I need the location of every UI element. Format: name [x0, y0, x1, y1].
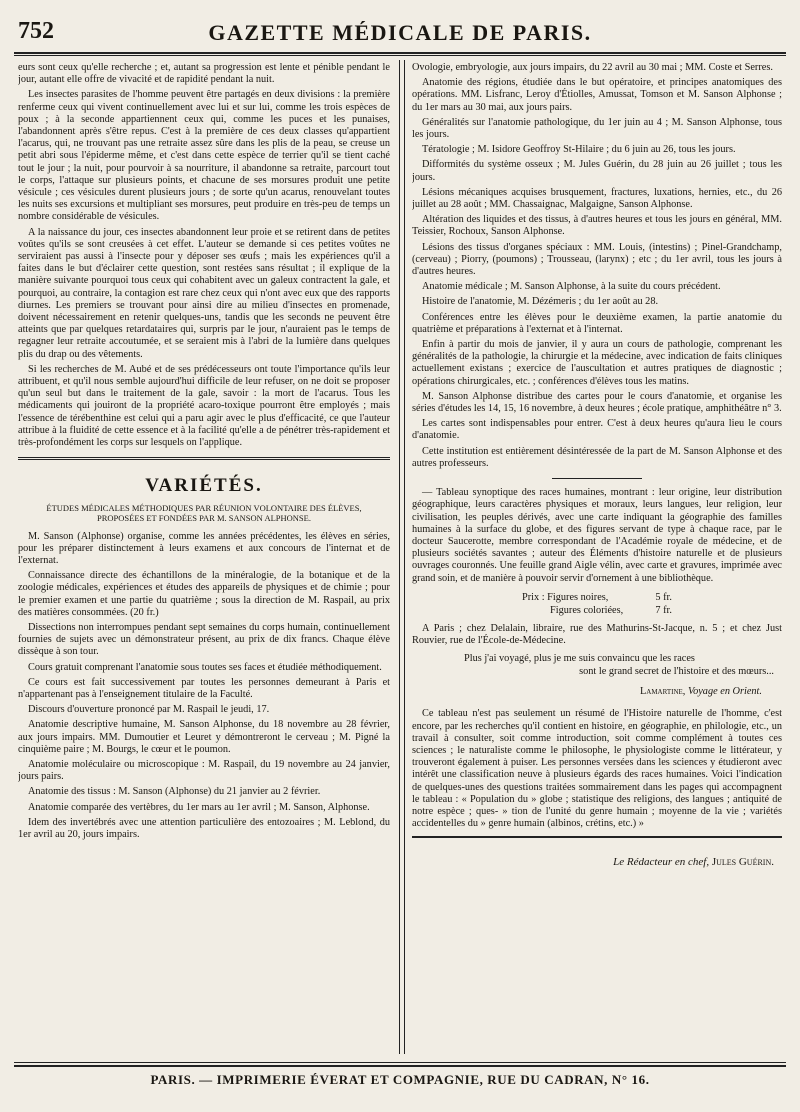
varietes-paragraph: Anatomie des tissus : M. Sanson (Alphonse) du 21 janvier au 2 février. — [28, 786, 321, 798]
course-paragraph: Tératologie ; M. Isidore Geoffroy St-Hilaire ; du 6 juin au 26, tous les jours. — [422, 144, 736, 156]
quote-line: Plus j'ai voyagé, plus je me suis convaincu que les races — [464, 653, 695, 665]
epigraph-quote — [442, 653, 774, 678]
price-value: 5 fr. — [655, 591, 672, 603]
page-header — [14, 18, 786, 48]
varietes-heading: VARIÉTÉS. — [145, 475, 263, 497]
course-paragraph: Lésions mécaniques acquises brusquement, fractures, luxations, hernies, etc., du 26 juillet au 28 août ; MM. Chassaignac, Malgaigne, Sanson Alphonse. — [412, 186, 782, 211]
quote-author: Lamartine, — [639, 686, 686, 698]
signature-role: Le Rédacteur en chef, — [613, 856, 710, 869]
varietes-paragraph: Anatomie comparée des vertèbres, du 1er mars au 1er avril ; M. Sanson, Alphonse. — [28, 801, 370, 813]
header-rule — [14, 52, 786, 54]
section-divider — [412, 836, 782, 838]
price-label: Prix : Figures noires, — [522, 591, 609, 603]
course-paragraph: Histoire de l'anatomie, M. Dézémeris ; du 1er août au 28. — [422, 296, 659, 308]
closing-paragraph: Ce tableau n'est pas seulement un résumé de l'Histoire naturelle de l'homme, c'est encore, par les recherches qu'il contient en histoire, en géographie, en philologie, etc., un travail à consulter, soit comme introduction, soit comme complément à toutes ces sciences ; le naturaliste comme le philosophe, le physiologiste comme le littérateur, y trouveront également à puiser. Les personnes versées dans les sciences y étudieront avec intérêt une classification neuve à plusieurs égards des races humaines. Voici l'indication de quelques-unes des questions traitées sommairement dans les pages qui accompagnent le tableau : « Population du » globe ; statistique des religions, des langues ; antiquité de notre espèce ; ques- » tion de l'unité du genre humain ; moyenne de la vie ; variétés accidentelles du » genre humain (albinos, crétins, etc.) » — [412, 708, 782, 830]
quote-line: sont le grand secret de l'histoire et des mœurs... — [579, 665, 774, 677]
footer-imprint: PARIS. — IMPRIMERIE ÉVERAT ET COMPAGNIE, RUE DU CADRAN, N° 16. — [150, 1072, 650, 1087]
varietes-paragraph: Dissections non interrompues pendant sept semaines du corps humain, continuellement fournies de sujets avec un démonstrateur présent, au prix de dix francs. Chaque élève dissèque à son tour. — [18, 621, 390, 658]
left-column — [18, 62, 390, 1057]
course-paragraph: Conférences entre les élèves pour le deuxième examen, la partie anatomie du quatrième et préparations à l'externat et à l'internat. — [412, 311, 782, 335]
course-paragraph: Altération des liquides et des tissus, à d'autres heures et tous les jours en général, MM. Teissier, Rochoux, Sanson Alphonse. — [412, 214, 782, 238]
varietes-paragraph: Discours d'ouverture prononcé par M. Raspail le jeudi, 17. — [28, 704, 270, 716]
quote-work: Voyage en Orient. — [687, 686, 762, 698]
course-paragraph: Lésions des tissus d'organes spéciaux : MM. Louis, (intestins) ; Pinel-Grandchamp, (cerveau) ; Piorry, (poumons) ; Trousseau, (larynx) ; etc ; du 1er avril, tous les jours à d'autres heures. — [412, 241, 782, 278]
varietes-paragraph: Cours gratuit comprenant l'anatomie sous toutes ses faces et étudiée méthodiquement. — [28, 661, 382, 673]
signature-name: Jules Guérin. — [711, 856, 774, 869]
quote-attribution — [412, 686, 762, 698]
price-value: 7 fr. — [655, 604, 672, 616]
publisher-line: A Paris ; chez Delalain, libraire, rue des Mathurins-St-Jacque, n. 5 ; et chez Just Rouvier, rue de l'École-de-Médecine. — [412, 622, 782, 646]
masthead-title: GAZETTE MÉDICALE DE PARIS. — [208, 20, 592, 45]
section-divider — [18, 457, 390, 460]
course-paragraph: Anatomie médicale ; M. Sanson Alphonse, à la suite du cours précédent. — [422, 281, 721, 293]
varietes-paragraph: Ce cours est fait successivement par toutes les personnes demeurant à Paris et n'appartenant pas à l'enseignement titulaire de la Faculté. — [18, 676, 390, 700]
header-rule-thin — [14, 55, 786, 56]
page-number: 752 — [18, 18, 54, 44]
course-paragraph: Généralités sur l'anatomie pathologique, du 1er juin au 4 ; M. Sanson Alphonse, tous les jours. — [412, 116, 782, 141]
price-row — [522, 591, 672, 604]
column-divider — [399, 60, 405, 1054]
right-column — [412, 62, 782, 1057]
course-paragraph: Difformités du système osseux ; M. Jules Guérin, du 28 juin au 26 juillet ; tous les jours. — [412, 159, 782, 183]
editor-signature — [412, 856, 774, 868]
varietes-paragraph: Anatomie descriptive humaine, M. Sanson Alphonse, du 18 novembre au 28 février, aux jours impairs. MM. Dumoutier et Leuret y démontreront le cerveau ; M. Pigné la cinquième paire ; M. Bourgs, le cœur et le poumon. — [18, 719, 390, 755]
price-row — [522, 604, 672, 617]
course-paragraph: M. Sanson Alphonse distribue des cartes pour le cours d'anatomie, et organise les séries d'études les 14, 15, 16 novembre, à deux heures ; école pratique, amphithéâtre n° 3. — [412, 390, 782, 415]
varietes-paragraph: Connaissance directe des échantillons de la minéralogie, de la botanique et de la zoologie médicales, expériences et études des appareils de physiques et de chimie ; pour le premier examen et une partie du quatrième ; sous la direction de M. Raspail, au prix des matières consommées. (20 fr.) — [18, 570, 390, 618]
course-paragraph: Ovologie, embryologie, aux jours impairs, du 22 avril au 30 mai ; MM. Coste et Serres. — [412, 62, 773, 73]
footer-rule-thick — [14, 1065, 786, 1067]
article-paragraph: Si les recherches de M. Aubé et de ses prédécesseurs ont toute l'importance qu'ils leur attribuent, et qu'il nous semble aujourd'hui difficile de leur refuser, on ne doit se proposer qu'un seul but dans le traitement de la gale, savoir : la mort de l'acarus. Tous les médicaments qui jouiront de la propriété acaro-toxique pourront être employés ; mais l'essence de térébenthine est celui qui a paru agir avec le plus d'efficacité, ce que l'auteur attribue à la fluidité de cette essence et à la facilité qu'elle a de pénétrer très-rapidement et très-profondément les corps sur lesquels on l'applique. — [18, 363, 390, 449]
varietes-subheading: ÉTUDES MÉDICALES MÉTHODIQUES PAR RÉUNION VOLONTAIRE DES ÉLÈVES, PROPOSÉES ET FONDÉES PAR M. SANSON ALPHONSE. — [46, 502, 362, 523]
article-paragraph: A la naissance du jour, ces insectes abandonnent leur proie et se retirent dans de petites voûtes qu'ils se sont creusées à cet effet. L'auteur se demande si ces petites voûtes ne serviraient pas aussi à l'insecte pour y déposer ses œufs ; mais les expériences qu'il a faites dans le but d'éclairer cette question, sont restées sans résultat ; il explique de la manière suivante pourquoi tous ceux qui cohabitent avec un galeux contractent la gale, et pourquoi, au contraire, la contagion est rare chez ceux qui n'ont avec eux que des rapports diurnes. Les premiers se trouvant pour ainsi dire au milieu d'insectes en promenade, doivent nécessairement en retenir quelques-uns, tandis que les seconds ne peuvent être atteints que par quelques retardataires qui, surpris par le jour, n'auraient pas le temps de regagner leur retraite accoutumée, et se seraient mis à l'abri de la lumière dans quelques plis du drap ou des vêtements. — [18, 226, 390, 360]
tableau-paragraph: — Tableau synoptique des races humaines, montrant : leur origine, leur distribution géographique, leurs caractères physiques et moraux, leurs langues, leur religion, leur civilisation, les peuples dérivés, avec une carte indiquant la géographie des familles humaines à la surface du globe, et des figures servant de type à chaque race, par le docteur Saucerotte, membre correspondant de l'Académie royale de médecine, et de plusieurs sociétés savantes ; auteur des Éléments d'histoire naturelle et de plusieurs ouvrages couronnés. Une feuille grand Aigle vélin, avec carte et gravures, imprimée avec grand soin, et de manière à pouvoir servir d'ornement à une bibliothèque. — [412, 487, 782, 584]
price-table — [522, 591, 672, 617]
course-paragraph: Les cartes sont indispensables pour entrer. C'est à deux heures qu'aura lieu le cours d'anatomie. — [412, 418, 782, 442]
short-divider — [552, 478, 642, 479]
article-paragraph: eurs sont ceux qu'elle recherche ; et, autant sa progression est lente et pénible pendant le jour, autant elle offre de vivacité et de rapidité pendant la nuit. — [18, 62, 390, 86]
course-paragraph: Cette institution est entièrement désintéressée de la part de M. Sanson Alphonse et des autres professeurs. — [412, 445, 782, 469]
course-paragraph: Anatomie des régions, étudiée dans le but opératoire, et principes anatomiques des opérations. MM. Lisfranc, Leroy d'Étiolles, Amussat, Tomson et M. Sanson Alphonse ; du 1er mars au 30 mai, aux jours pairs. — [412, 77, 782, 113]
varietes-paragraph: Anatomie moléculaire ou microscopique : M. Raspail, du 19 novembre au 24 janvier, jours pairs. — [18, 758, 390, 783]
course-paragraph: Enfin à partir du mois de janvier, il y aura un cours de pathologie, comprenant les généralités de la pathologie, la chirurgie et la médecine, avec indication de faits cliniques actuellement existans ; exercice de l'auscultation et autres pratiques de diagnostic ; opérations chirurgicales, etc. ; conférences d'élèves tous les matins. — [412, 339, 782, 387]
footer-rule — [14, 1062, 786, 1063]
varietes-paragraph: Idem des invertébrés avec une attention particulière des entozoaires ; M. Leblond, du 1er avril au 20, jours impairs. — [18, 816, 390, 840]
article-paragraph: Les insectes parasites de l'homme peuvent être partagés en deux divisions : la première renferme ceux qui vivent continuellement avec lui et sur lui, comme les trois espèces de poux ; à la seconde appartiennent ceux qui, comme les puces et les punaises, l'abandonnent après s'être repus. C'est à la première de ces deux classes qu'appartient l'acarus, qui, ne trouvant pas une retraite assez sûre dans les plis de la peau, se creuse un petit abri sous l'épiderme même, et c'est dans cette espèce de terrier qu'il se tient caché tout le jour ; la nuit, pour pourvoir à sa nourriture, il abandonne sa retraite, parcourt tout le corps, l'attaque sur plusieurs points, et chacune de ses morsures produit une petite vésicule ; ces vésicules durent plusieurs jours ; de sorte qu'un acarus, renouvelant toutes les nuits ses excursions et multipliant ses morsures, peut produire en très-peu de temps un nombre considérable de vésicules. — [18, 89, 390, 223]
varietes-paragraph: M. Sanson (Alphonse) organise, comme les années précédentes, les élèves en séries, pour les préparer distinctement à leurs examens et aux concours de l'internat et de l'externat. — [18, 530, 390, 566]
price-label: Figures coloriées, — [550, 604, 624, 616]
